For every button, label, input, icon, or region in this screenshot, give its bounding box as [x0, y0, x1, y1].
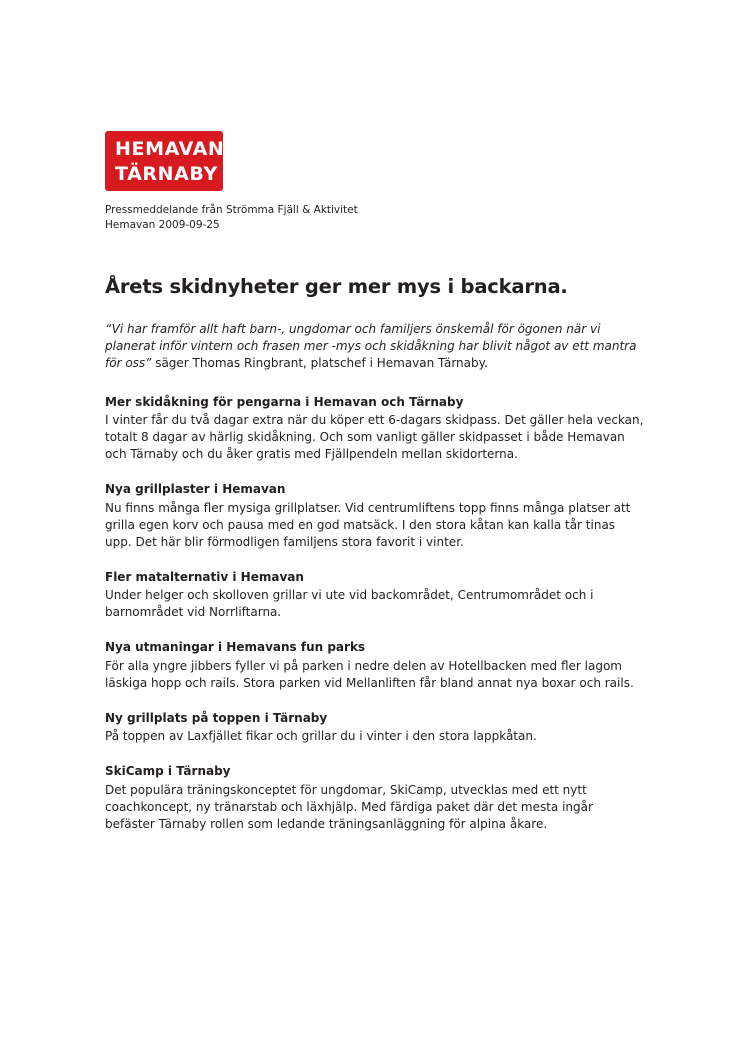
section-body: Det populära träningskonceptet för ungdomar, SkiCamp, utvecklas med ett nytt coachkoncept, ny tränarstab och läxhjälp. Med färdiga paket där det mesta ingår befäster Tärnaby rollen som ledande träningsanläggning för alpina åkare.	[105, 782, 593, 831]
logo-line-2: TÄRNABY	[115, 163, 218, 185]
section-block	[105, 394, 645, 463]
section-heading: Fler matalternativ i Hemavan	[105, 569, 304, 584]
section-body: På toppen av Laxfjället fikar och grillar du i vinter i den stora lappkåtan.	[105, 729, 537, 744]
logo-line-1: HEMAVAN	[115, 137, 225, 160]
lead-quote	[105, 321, 645, 372]
section-body: I vinter får du två dagar extra när du köper ett 6-dagars skidpass. Det gäller hela veckan, totalt 8 dagar av härlig skidåkning. Och som vanligt gäller skidpasset i både Hemavan och Tärnaby och du åker gratis med Fjällpendeln mellan skidorterna.	[105, 413, 644, 462]
section-block	[105, 639, 645, 691]
section-heading: Mer skidåkning för pengarna i Hemavan och Tärnaby	[105, 394, 464, 409]
section-block	[105, 481, 645, 550]
section-body: Under helger och skolloven grillar vi ute vid backområdet, Centrumområdet och i barnområdet vid Norrliftarna.	[105, 588, 594, 620]
section-block	[105, 569, 645, 621]
section-body: För alla yngre jibbers fyller vi på parken i nedre delen av Hotellbacken med fler lagom läskiga hopp och rails. Stora parken vid Mellanliften får bland annat nya boxar och rails.	[105, 658, 634, 690]
quote-text: “Vi har framför allt haft barn-, ungdomar och familjers önskemål för ögonen när vi planerat inför vintern och frasen mer -mys och skidåkning har blivit något av ett mantra för oss”	[105, 321, 637, 370]
section-body: Nu finns många fler mysiga grillplatser. Vid centrumliftens topp finns många platser att grilla egen korv och pausa med en god matsäck. I den stora kåtan kan kalla tår tinas upp. Det här blir förmodligen familjens stora favorit i vinter.	[105, 500, 631, 549]
page-title: Årets skidnyheter ger mer mys i backarna.	[105, 275, 568, 299]
section-heading: SkiCamp i Tärnaby	[105, 764, 231, 779]
quote-attribution: säger Thomas Ringbrant, platschef i Hemavan Tärnaby.	[151, 355, 488, 370]
section-heading: Nya grillplaster i Hemavan	[105, 482, 286, 497]
press-release-meta	[105, 203, 645, 233]
hemavan-tarnaby-logo	[105, 131, 223, 191]
meta-source: Pressmeddelande från Strömma Fjäll & Aktivitet	[105, 204, 358, 216]
document-body	[105, 131, 645, 851]
section-heading: Nya utmaningar i Hemavans fun parks	[105, 640, 366, 655]
section-block	[105, 763, 645, 832]
section-block	[105, 710, 645, 745]
meta-place-date: Hemavan 2009-09-25	[105, 219, 220, 232]
section-heading: Ny grillplats på toppen i Tärnaby	[105, 710, 328, 725]
